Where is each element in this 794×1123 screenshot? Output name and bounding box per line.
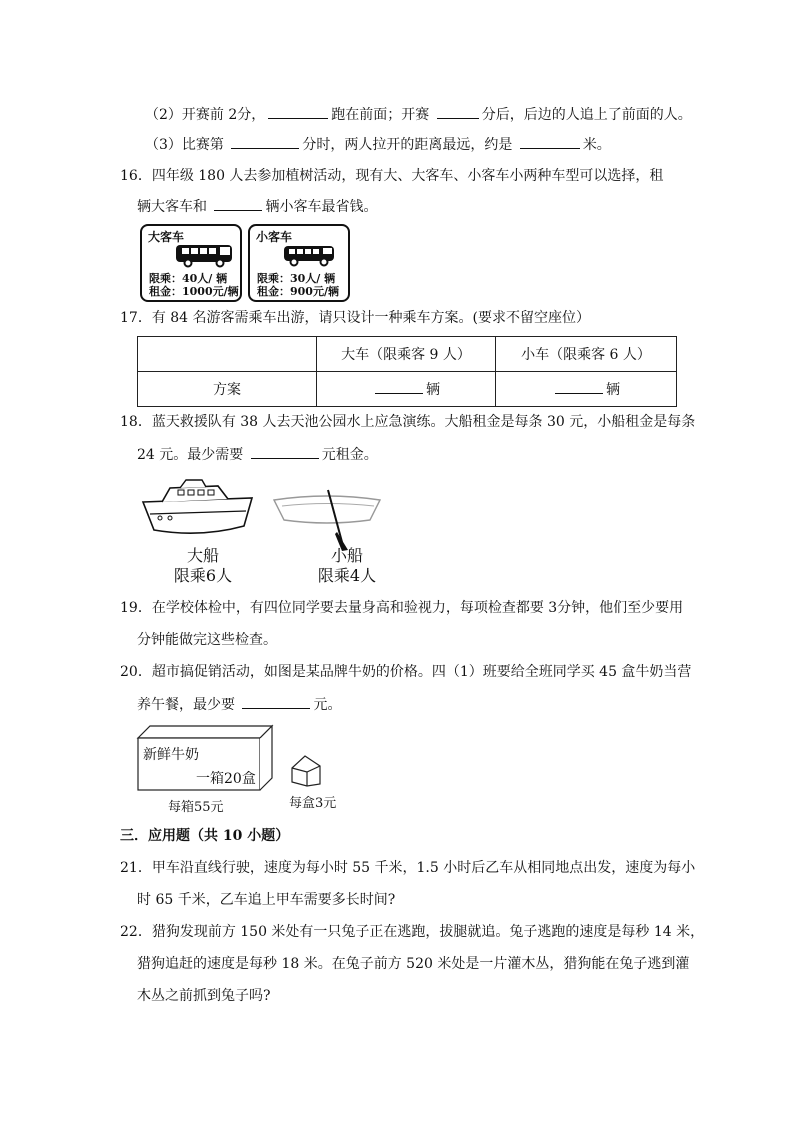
small-bus-rent: 租金：900元/辆 <box>257 285 339 298</box>
big-bus-card <box>140 224 242 302</box>
big-bus-rent: 租金：1000元/辆 <box>149 285 239 298</box>
milk-box-count: 一箱20盒 <box>196 771 256 787</box>
big-bus-title: 大客车 <box>148 230 185 244</box>
small-bus-capacity: 限乘：30人/ 辆 <box>257 272 336 285</box>
answer-blank[interactable] <box>555 379 603 394</box>
q16-line2: 辆大客车和 辆小客车最省钱。 <box>137 196 377 217</box>
answer-blank[interactable] <box>437 104 479 119</box>
q15-sub3: （3）比赛第 分时，两人拉开的距离最远，约是 米。 <box>145 134 611 155</box>
big-boat-illustration <box>140 478 260 542</box>
answer-blank[interactable] <box>375 379 423 394</box>
milk-box-price: 每箱55元 <box>168 800 224 815</box>
bus-icon <box>174 242 236 268</box>
answer-blank[interactable] <box>214 196 262 211</box>
small-boat-illustration <box>272 488 384 552</box>
small-boat-limit: 限乘4人 <box>317 566 377 585</box>
small-bus-card <box>248 224 350 302</box>
q17-line1: 17．有 84 名游客需乘车出游，请只设计一种乘车方案。(要求不留空座位） <box>120 310 590 326</box>
milk-carton-price: 每盒3元 <box>289 796 337 811</box>
q19-line2: 分钟能做完这些检查。 <box>137 632 277 648</box>
table-row <box>138 337 677 372</box>
table-row <box>138 372 677 407</box>
answer-blank[interactable] <box>231 134 299 149</box>
q22-line1: 22．猎狗发现前方 150 米处有一只兔子正在逃跑，拔腿就追。兔子逃跑的速度是每秒 14 米， <box>120 924 705 940</box>
big-boat-name: 大船 <box>186 546 219 565</box>
milk-box-label: 新鲜牛奶 <box>143 747 199 763</box>
small-boat-name: 小船 <box>330 546 363 565</box>
bus-icon <box>280 242 342 268</box>
plan-table <box>137 336 677 407</box>
q22-line2: 猎狗追赶的速度是每秒 18 米。在兔子前方 520 米处是一片灌木丛，猎狗能在兔子逃到灌 <box>137 956 690 972</box>
table-row-label: 方案 <box>138 372 317 407</box>
q22-line3: 木丛之前抓到兔子吗? <box>137 988 271 1004</box>
big-bus-capacity: 限乘：40人/ 辆 <box>149 272 228 285</box>
table-header-empty <box>138 337 317 372</box>
answer-blank[interactable] <box>520 134 580 149</box>
section-3-heading: 三．应用题（共 10 小题） <box>120 828 290 844</box>
q19-line1: 19．在学校体检中，有四位同学要去量身高和验视力，每项检查都要 3分钟，他们至少要用 <box>120 600 684 616</box>
big-boat-limit: 限乘6人 <box>173 566 233 585</box>
q15-sub2: （2）开赛前 2分， 跑在前面；开赛 分后，后边的人追上了前面的人。 <box>145 104 692 125</box>
q21-line2: 时 65 千米，乙车追上甲车需要多长时间? <box>137 892 396 908</box>
q16-line1: 16．四年级 180 人去参加植树活动，现有大、大客车、小客车小两种车型可以选择，租 <box>120 168 664 184</box>
small-bus-title: 小客车 <box>256 230 293 244</box>
answer-blank[interactable] <box>251 444 319 459</box>
milk-carton-icon <box>288 754 324 788</box>
table-cell-small: 辆 <box>496 372 677 407</box>
q20-line1: 20．超市搞促销活动，如图是某品牌牛奶的价格。四（1）班要给全班同学买 45 盒牛奶当营 <box>120 664 692 680</box>
q21-line1: 21．甲车沿直线行驶，速度为每小时 55 千米，1.5 小时后乙车从相同地点出发，速度为每小 <box>120 860 696 876</box>
table-header-big-car: 大车（限乘客 9 人） <box>317 337 496 372</box>
q20-line2: 养午餐，最少要 元。 <box>137 694 341 715</box>
q18-line1: 18．蓝天救援队有 38 人去天池公园水上应急演练。大船租金是每条 30 元，小船租金是每条 <box>120 414 696 430</box>
answer-blank[interactable] <box>242 694 310 709</box>
table-header-small-car: 小车（限乘客 6 人） <box>496 337 677 372</box>
q18-line2: 24 元。最少需要 元租金。 <box>137 444 378 465</box>
answer-blank[interactable] <box>268 104 328 119</box>
table-cell-big: 辆 <box>317 372 496 407</box>
